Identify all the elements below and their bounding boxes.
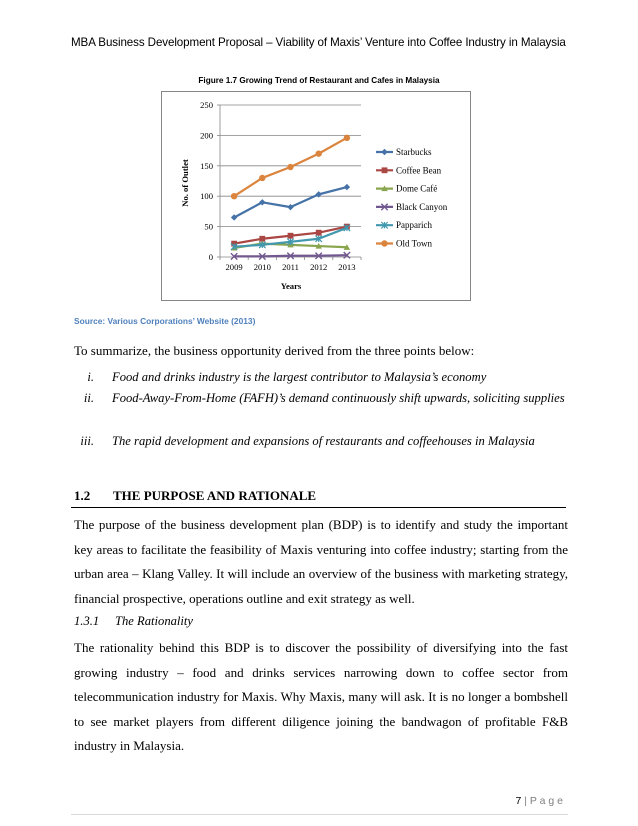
x-axis-label: Years <box>280 281 302 291</box>
section-number: 1.2 <box>74 488 91 503</box>
data-point-coffee-bean <box>316 230 322 236</box>
purpose-paragraph: The purpose of the business development plan (BDP) is to identify and study the important key areas to facilitate the feasibility of Maxis venturing into coffee industry; starting from the urban area – Klang Valley. It will include an overview of the business with marketing strategy, financial prospective, operations outline and exit strategy as well. <box>74 517 568 606</box>
legend-label-old-town: Old Town <box>396 238 432 249</box>
y-tick-label: 100 <box>200 191 213 202</box>
legend-label-coffee-bean: Coffee Bean <box>396 165 442 176</box>
summary-intro: To summarize, the business opportunity derived from the three points below: <box>74 343 475 358</box>
subsection-title: The Rationality <box>115 614 194 628</box>
page-word: P a g e <box>529 795 563 807</box>
data-point-old-town <box>231 193 237 199</box>
list-item <box>74 367 569 388</box>
x-tick-label: 2010 <box>253 262 271 272</box>
legend-label-dome-caf: Dome Café <box>396 183 438 194</box>
y-tick-label: 200 <box>200 130 213 141</box>
subsection-number: 1.3.1 <box>74 614 100 628</box>
x-tick-label: 2012 <box>310 262 328 272</box>
list-item-text: The rapid development and expansions of restaurants and coffeehouses in Malaysia <box>112 434 535 448</box>
page-footer <box>516 795 564 807</box>
y-axis-label: No. of Outlet <box>180 159 190 207</box>
legend-marker-old-town <box>381 240 387 246</box>
list-item-text: Food and drinks industry is the largest contributor to Malaysia’s economy <box>112 370 487 384</box>
data-point-old-town <box>344 135 350 141</box>
data-point-coffee-bean <box>288 233 294 239</box>
legend-label-papparich: Papparich <box>396 220 432 231</box>
rationality-paragraph: The rationality behind this BDP is to discover the possibility of diversifying into the fast growing industry – food and drinks services narrowing down to coffee sector from telecommunication industry for Maxis. Why Maxis, many will ask. It is no longer a bombshell to see market players from different diligence joining the bandwagon of profitable F&B industry in Malaysia. <box>74 640 568 753</box>
figure-source: Source: Various Corporations’ Website (2013) <box>74 316 256 326</box>
section-divider <box>71 507 566 508</box>
list-item-number: i. <box>87 370 94 384</box>
y-tick-label: 0 <box>208 252 213 262</box>
x-tick-label: 2013 <box>338 262 356 272</box>
legend-marker-coffee-bean <box>382 167 388 173</box>
legend-label-black-canyon: Black Canyon <box>396 201 448 212</box>
list-item-number: iii. <box>80 434 94 448</box>
trend-line-chart <box>161 91 471 301</box>
data-point-old-town <box>316 150 322 156</box>
data-point-old-town <box>287 164 293 170</box>
list-item-number: ii. <box>83 391 94 405</box>
y-tick-label: 250 <box>200 100 213 110</box>
page-number: 7 <box>515 795 522 807</box>
list-item <box>74 431 569 452</box>
x-tick-label: 2009 <box>225 262 243 272</box>
y-tick-label: 50 <box>204 221 213 232</box>
legend-label-starbucks: Starbucks <box>396 147 432 157</box>
x-tick-label: 2011 <box>282 262 299 272</box>
page-header: MBA Business Development Proposal – Viability of Maxis’ Venture into Coffee Industry in Malaysia <box>71 36 566 49</box>
section-title: THE PURPOSE AND RATIONALE <box>113 488 317 503</box>
y-tick-label: 150 <box>200 160 213 171</box>
figure-caption: Figure 1.7 Growing Trend of Restaurant and Cafes in Malaysia <box>198 76 440 85</box>
footer-separator: | <box>521 795 530 807</box>
data-point-old-town <box>259 175 265 181</box>
list-item <box>74 388 569 430</box>
footer-divider <box>71 814 568 815</box>
list-item-text: Food-Away-From-Home (FAFH)’s demand continuously shift upwards, soliciting supplies <box>112 391 565 405</box>
